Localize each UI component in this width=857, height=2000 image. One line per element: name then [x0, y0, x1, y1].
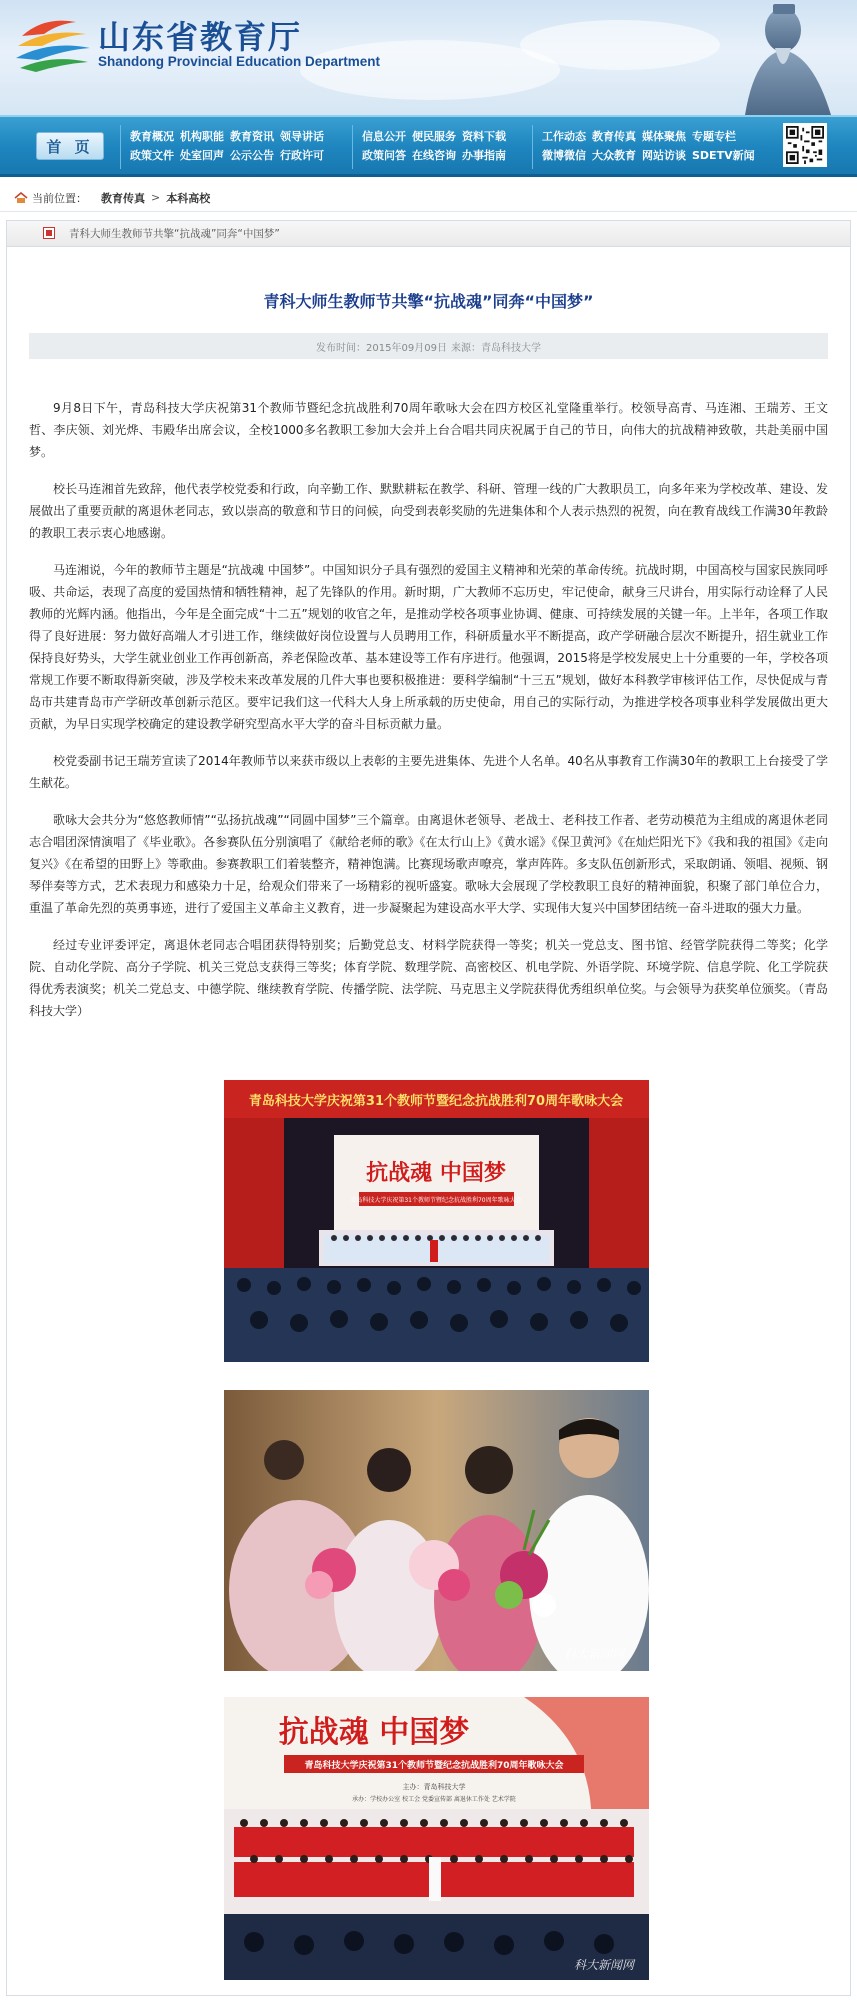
- nav-link-gongzuo-dongtai[interactable]: 工作动态: [542, 130, 586, 143]
- nav-group-2: [362, 128, 506, 166]
- article-photo-flowers: [224, 1390, 649, 1671]
- nav-link-jiaoyu-chuanzhen[interactable]: 教育传真: [592, 130, 636, 143]
- logo-icon[interactable]: [14, 14, 92, 76]
- nav-link-banshi-zhinan[interactable]: 办事指南: [462, 149, 506, 162]
- nav-link-zhengce-wenda[interactable]: 政策问答: [362, 149, 406, 162]
- confucius-statue-image: [705, 0, 845, 115]
- nav-link-dazhong-jiaoyu[interactable]: 大众教育: [592, 149, 636, 162]
- nav-group-1: [130, 128, 324, 166]
- article-photo-choir: [224, 1697, 649, 1980]
- article-photo-concert-stage: [224, 1080, 649, 1362]
- article-source: 来源：青岛科技大学: [450, 342, 541, 354]
- nav-link-zhuanti-zhuanlan[interactable]: 专题专栏: [692, 130, 736, 143]
- breadcrumb-label: 当前位置：: [32, 191, 87, 205]
- nav-divider: [352, 125, 353, 169]
- publish-date: 发布时间：2015年09月09日: [316, 342, 447, 354]
- breadcrumb-item-jiaoyu-chuanzhen[interactable]: 教育传真: [101, 191, 145, 205]
- nav-link-ziliao-xiazai[interactable]: 资料下载: [462, 130, 506, 143]
- article-paragraph: 歌咏大会共分为“悠悠教师情”“弘扬抗战魂”“同圆中国梦”三个篇章。由离退休老领导、老战士、老科技工作者、老劳动模范为主组成的离退休老同志合唱团深情演唱了《毕业歌》。各参赛队伍分别演唱了《献给老师的歌》《在太行山上》《黄水谣》《保卫黄河》《在灿烂阳光下》《我和我的祖国》《走向复兴》《在希望的田野上》等歌曲。参赛教职工们着装整齐，精神饱满。比赛现场歌声嘹亮，掌声阵阵。多支队伍创新形式，采取朗诵、领唱、视频、钢琴伴奏等方式，艺术表现力和感染力十足，给观众们带来了一场精彩的视听盛宴。歌咏大会展现了学校教职工良好的精神面貌，积聚了部门单位合力，重温了革命先烈的英勇事迹，进行了爱国主义革命主义教育，进一步凝聚起为建设高水平大学、实现伟大复兴中国梦团结统一奋斗进取的强大力量。: [29, 813, 828, 915]
- article-paragraph: 马连湘说，今年的教师节主题是“抗战魂 中国梦”。中国知识分子具有强烈的爱国主义精神和光荣的革命传统。抗战时期，中国高校与国家民族同呼吸、共命运，表现了高度的爱国热情和牺牲精神，起了先锋队的作用。新时期，广大教师不忘历史，牢记使命，献身三尺讲台，用实际行动诠释了人民教师的光辉内涵。他指出，今年是全面完成“十二五”规划的收官之年，是推动学校各项事业协调、健康、可持续发展的关键一年。上半年，各项工作取得了良好进展：努力做好高端人才引进工作，继续做好岗位设置与人员聘用工作，科研质量水平不断提高，政产学研融合层次不断提升，招生就业工作保持良好势头，大学生就业创业工作再创新高，养老保险改革、基本建设等工作有序进行。他强调，2015将是学校发展史上十分重要的一年，学校各项常规工作要不断取得新突破，涉及学校未来改革发展的几件大事也要积极推进：要科学编制“十三五”规划，做好本科教学审核评估工作，尽快促成与青岛市共建青岛市产学研改革创新示范区。要牢记我们这一代科大人身上所承载的历史使命，用自己的实际行动，为推进学校各项事业科学发展做出更大贡献，为早日实现学校确定的建设教学研究型高水平大学的奋斗目标贡献力量。: [29, 563, 828, 731]
- main-navigation: [0, 115, 857, 177]
- photo1-screen-subtitle: 青岛科技大学庆祝第31个教师节暨纪念抗战胜利70周年歌咏大会: [350, 1197, 522, 1204]
- photo3-watermark: 科大新闻网: [573, 1958, 635, 1972]
- photo3-host: 主办：青岛科技大学: [402, 1783, 466, 1791]
- nav-link-weibo-weixin[interactable]: 微博微信: [542, 149, 586, 162]
- nav-link-bianmin-fuwu[interactable]: 便民服务: [412, 130, 456, 143]
- concert-stage-image: [224, 1080, 649, 1362]
- site-header: [0, 0, 857, 115]
- nav-link-meiti-jujiao[interactable]: 媒体聚焦: [642, 130, 686, 143]
- nav-link-xinxi-gongkai[interactable]: 信息公开: [362, 130, 406, 143]
- breadcrumb: [0, 184, 857, 212]
- document-icon: [43, 227, 55, 239]
- photo3-banner: 青岛科技大学庆祝第31个教师节暨纪念抗战胜利70周年歌咏大会: [304, 1761, 564, 1771]
- article-paragraph: 9月8日下午，青岛科技大学庆祝第31个教师节暨纪念抗战胜利70周年歌咏大会在四方校区礼堂隆重举行。校领导高青、马连湘、王瑞芳、王文哲、李庆领、刘光烨、韦殿华出席会议，全校1000多名教职工参加大会并上台合唱共同庆祝属于自己的节日，向伟大的抗战精神致敬，共赴美丽中国梦。: [29, 401, 828, 459]
- nav-link-lingdao-jianghua[interactable]: 领导讲话: [280, 130, 324, 143]
- breadcrumb-separator: >: [151, 191, 161, 204]
- article-frame-header: [7, 221, 850, 247]
- nav-link-jiaoyu-zixun[interactable]: 教育资讯: [230, 130, 274, 143]
- nav-link-zhengce-wenjian[interactable]: 政策文件: [130, 149, 174, 162]
- nav-link-zaixian-zixun[interactable]: 在线咨询: [412, 149, 456, 162]
- article-body: [29, 397, 828, 1022]
- breadcrumb-item-benke-gaoxiao[interactable]: 本科高校: [166, 191, 211, 205]
- site-subtitle: Shandong Provincial Education Department: [98, 54, 381, 69]
- nav-group-3: [542, 128, 755, 166]
- home-icon: [14, 192, 28, 204]
- article-paragraph: 校长马连湘首先致辞，他代表学校党委和行政，向辛勤工作、默默耕耘在教学、科研、管理一线的广大教职员工，向多年来为学校改革、建设、发展做出了重要贡献的离退休老同志，致以崇高的敬意和节日的问候，向受到表彰奖励的先进集体和个人表示热烈的祝贺，向在教育战线工作满30年教龄的教职工表示衷心地感谢。: [29, 482, 828, 540]
- photo1-banner-text: 青岛科技大学庆祝第31个教师节暨纪念抗战胜利70周年歌咏大会: [248, 1094, 624, 1109]
- nav-divider: [532, 125, 533, 169]
- photo3-organizers: 承办：学校办公室 校工会 党委宣传部 离退休工作处 艺术学院: [352, 1796, 516, 1803]
- photo1-screen-title: 抗战魂 中国梦: [366, 1160, 506, 1186]
- flower-presentation-image: [224, 1390, 649, 1671]
- cloud-decoration: [520, 20, 720, 70]
- nav-link-jigou-zhineng[interactable]: 机构职能: [180, 130, 224, 143]
- nav-link-jiaoyu-gaikuang[interactable]: 教育概况: [130, 130, 174, 143]
- site-title: 山东省教育厅: [98, 18, 303, 56]
- nav-link-gongshi-gonggao[interactable]: 公示公告: [230, 149, 274, 162]
- choir-stage-image: [224, 1697, 649, 1980]
- nav-link-wangzhan-fangtan[interactable]: 网站访谈: [642, 149, 686, 162]
- article-frame-title: 青科大师生教师节共擎“抗战魂”同奔“中国梦”: [69, 228, 280, 240]
- nav-divider: [120, 125, 121, 169]
- article-title: 青科大师生教师节共擎“抗战魂”同奔“中国梦”: [263, 292, 594, 311]
- photo3-title: 抗战魂 中国梦: [278, 1715, 470, 1750]
- qr-code-icon[interactable]: [783, 123, 827, 167]
- article-paragraph: 校党委副书记王瑞芳宣读了2014年教师节以来获市级以上表彰的主要先进集体、先进个人名单。40名从事教育工作满30年的教职工上台接受了学生献花。: [29, 754, 828, 790]
- nav-link-xingzheng-xuke[interactable]: 行政许可: [280, 149, 324, 162]
- nav-home-button[interactable]: 首 页: [36, 132, 104, 160]
- nav-link-chushi-huisheng[interactable]: 处室回声: [180, 149, 224, 162]
- article-paragraph: 经过专业评委评定，离退休老同志合唱团获得特别奖；后勤党总支、材料学院获得一等奖；机关一党总支、图书馆、经管学院获得二等奖；化学院、自动化学院、高分子学院、机关三党总支获得三等奖；体育学院、数理学院、高密校区、机电学院、外语学院、环境学院、信息学院、化工学院获得优秀表演奖；机关二党总支、中德学院、继续教育学院、传播学院、法学院、马克思主义学院获得优秀组织单位奖。与会领导为获奖单位颁奖。（青岛科技大学）: [29, 938, 828, 1018]
- photo2-watermark: 科大新闻网: [563, 1647, 625, 1661]
- article-meta: [29, 333, 828, 359]
- nav-link-sdetv-news[interactable]: SDETV新闻: [692, 149, 755, 162]
